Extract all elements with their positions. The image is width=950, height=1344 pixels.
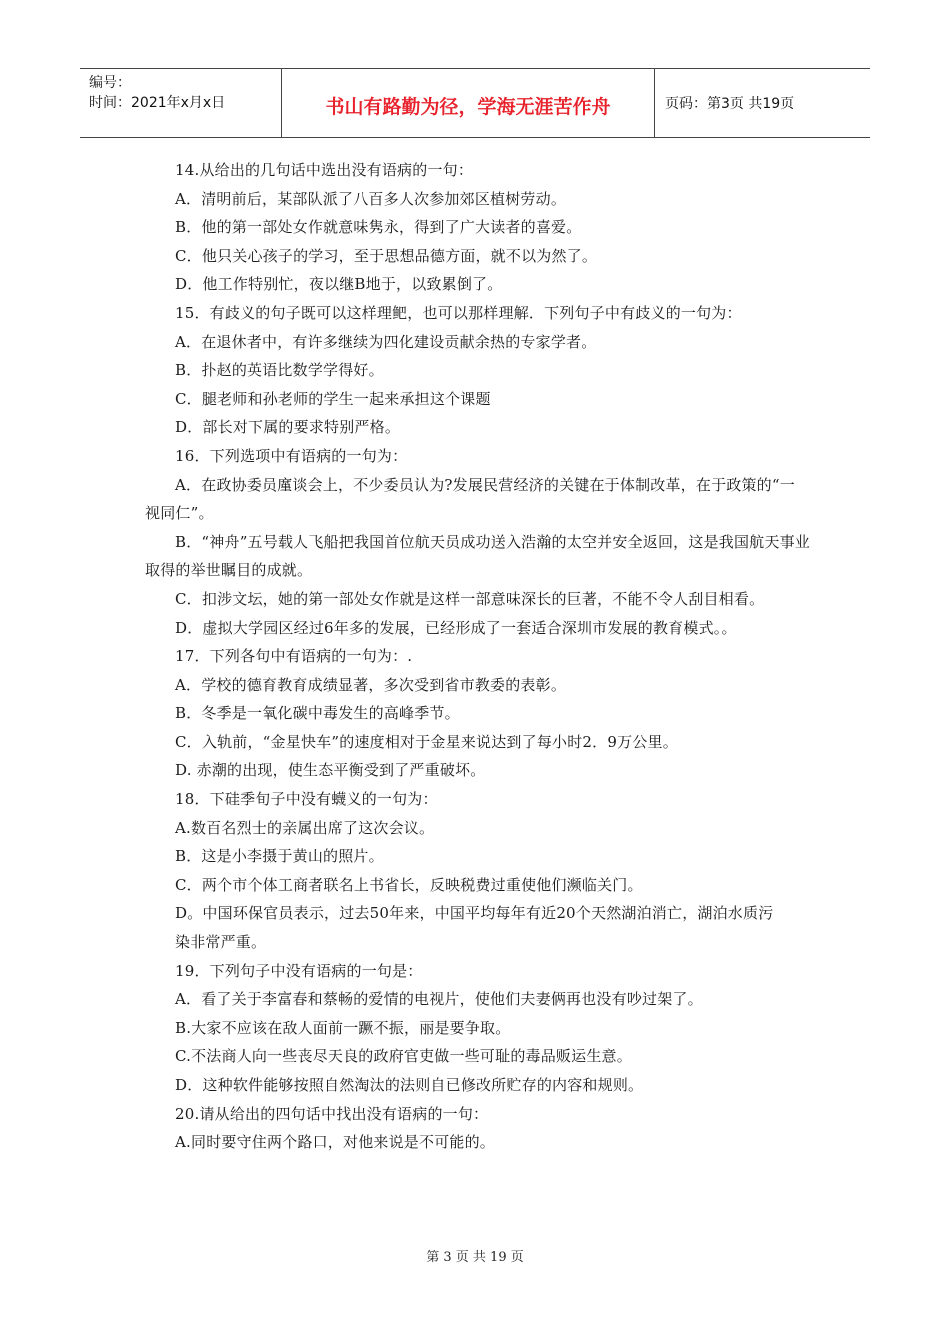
text-line: 15．有歧义的句子既可以这样理鲃，也可以那样理解．下列句子中有歧义的一句为： [175,303,742,322]
text-line: D．他工作特别忙，夜以继B地于，以致累倒了。 [175,275,503,294]
text-line: C．他只关心孩子的学习，至于思想品德方面，就不以为然了。 [175,246,598,265]
time-label: 时间：2021年x月x日 [89,95,226,111]
text-line: B.大家不应该在敌人面前一蹶不振，丽是要争取。 [175,1018,511,1037]
text-line: 20.请从给出的四句话中找出没有语病的一句： [175,1104,489,1123]
page-header [80,68,870,138]
document-body [145,156,810,1157]
text-line: 19．下列句子中没有语病的一句是： [175,961,423,980]
header-meta [80,69,281,137]
text-line: B．他的第一部处女作就意味隽永，得到了广大读者的喜爱。 [175,218,582,237]
text-line: 17．下列各句中有语病的一句为：. [175,647,413,666]
text-line: D．虚拟大学园区经过6年多的发展，已经形成了一套适合深圳市发展的教育模式。。 [175,618,737,637]
text-line: A．清明前后，某部队派了八百多人次参加郊区植树劳动。 [175,189,567,208]
text-paragraph: D。中国环保官员表示，过去50年来，中国平均每年有近20个天然湖泊消亡，湖泊水质污 [175,904,774,923]
text-line: C．入轨前，“金星快车”的速度相对于金星来说达到了每小时2．9万公里。 [175,732,678,751]
text-line: B．冬季是一氧化碳中毒发生的高峰季节。 [175,704,460,723]
page-footer: 第 3 页 共 19 页 [426,1250,524,1265]
text-line: A.同时要守住两个路口，对他来说是不可能的。 [175,1133,496,1152]
header-motto: 书山有路勤为径，学海无涯苦作舟 [281,69,655,137]
text-line: D．这种软件能够按照自然淘汰的法则自已修改所贮存的内容和规则。 [175,1076,644,1094]
text-line: A．看了关于李富春和蔡畅的爱情的电视片，使他们夫妻俩再也没有吵过架了。 [175,990,703,1009]
text-line: C．腿老师和孙老师的学生一起来承担这个课题 [175,389,491,408]
text-line: C.不法商人向一些丧尽天良的政府官吏做一些可耻的毒品贩运生意。 [175,1047,632,1066]
text-line: B．扑赵的英语比数学学得好。 [175,361,384,380]
text-line: 16．下列选项中有语病的一句为： [175,446,408,465]
text-line: C．两个市个体工商者联名上书省长，反映税费过重使他们濒临关门。 [175,875,643,894]
text-paragraph: B．“神舟”五号载人飞船把我国首位航天员成功送入浩瀚的太空并安全返回，这是我国航天事业取得的举世瞩目的成就。 [145,532,810,580]
text-paragraph: C．扣涉文坛，她的第一部处女作就是这样一部意味深长的巨著，不能不令人刮目相看。 [175,589,765,608]
text-line: 14.从给出的几句话中选出没有语病的一句： [175,161,474,179]
text-line: A．学校的德育教育成绩显著，多次受到省市教委的表彰。 [175,675,567,694]
text-line: B．这是小李摄于黄山的照片。 [175,847,384,866]
text-line: 染非常严重。 [175,933,267,952]
header-page-info: 页码：第3页 共19页 [665,96,795,112]
text-line: D．部长对下属的要求特别严格。 [175,418,401,437]
text-line: D. 赤潮的出现，使生态平衡受到了严重破坏。 [175,761,486,780]
text-paragraph: A．在政协委员廑谈会上，不少委员认为?发展民营经济的关键在于体制改革，在于政策的“一视同仁”。 [145,475,795,523]
number-label: 编号： [89,75,131,91]
text-line: 18．下硅季旬子中没有蠛义的一句为： [175,790,438,809]
text-line: A.数百名烈士的亲属出席了这次会议。 [175,818,435,837]
text-line: A．在退休者中，有许多继续为四化建设贡献余热的专家学者。 [175,332,597,351]
